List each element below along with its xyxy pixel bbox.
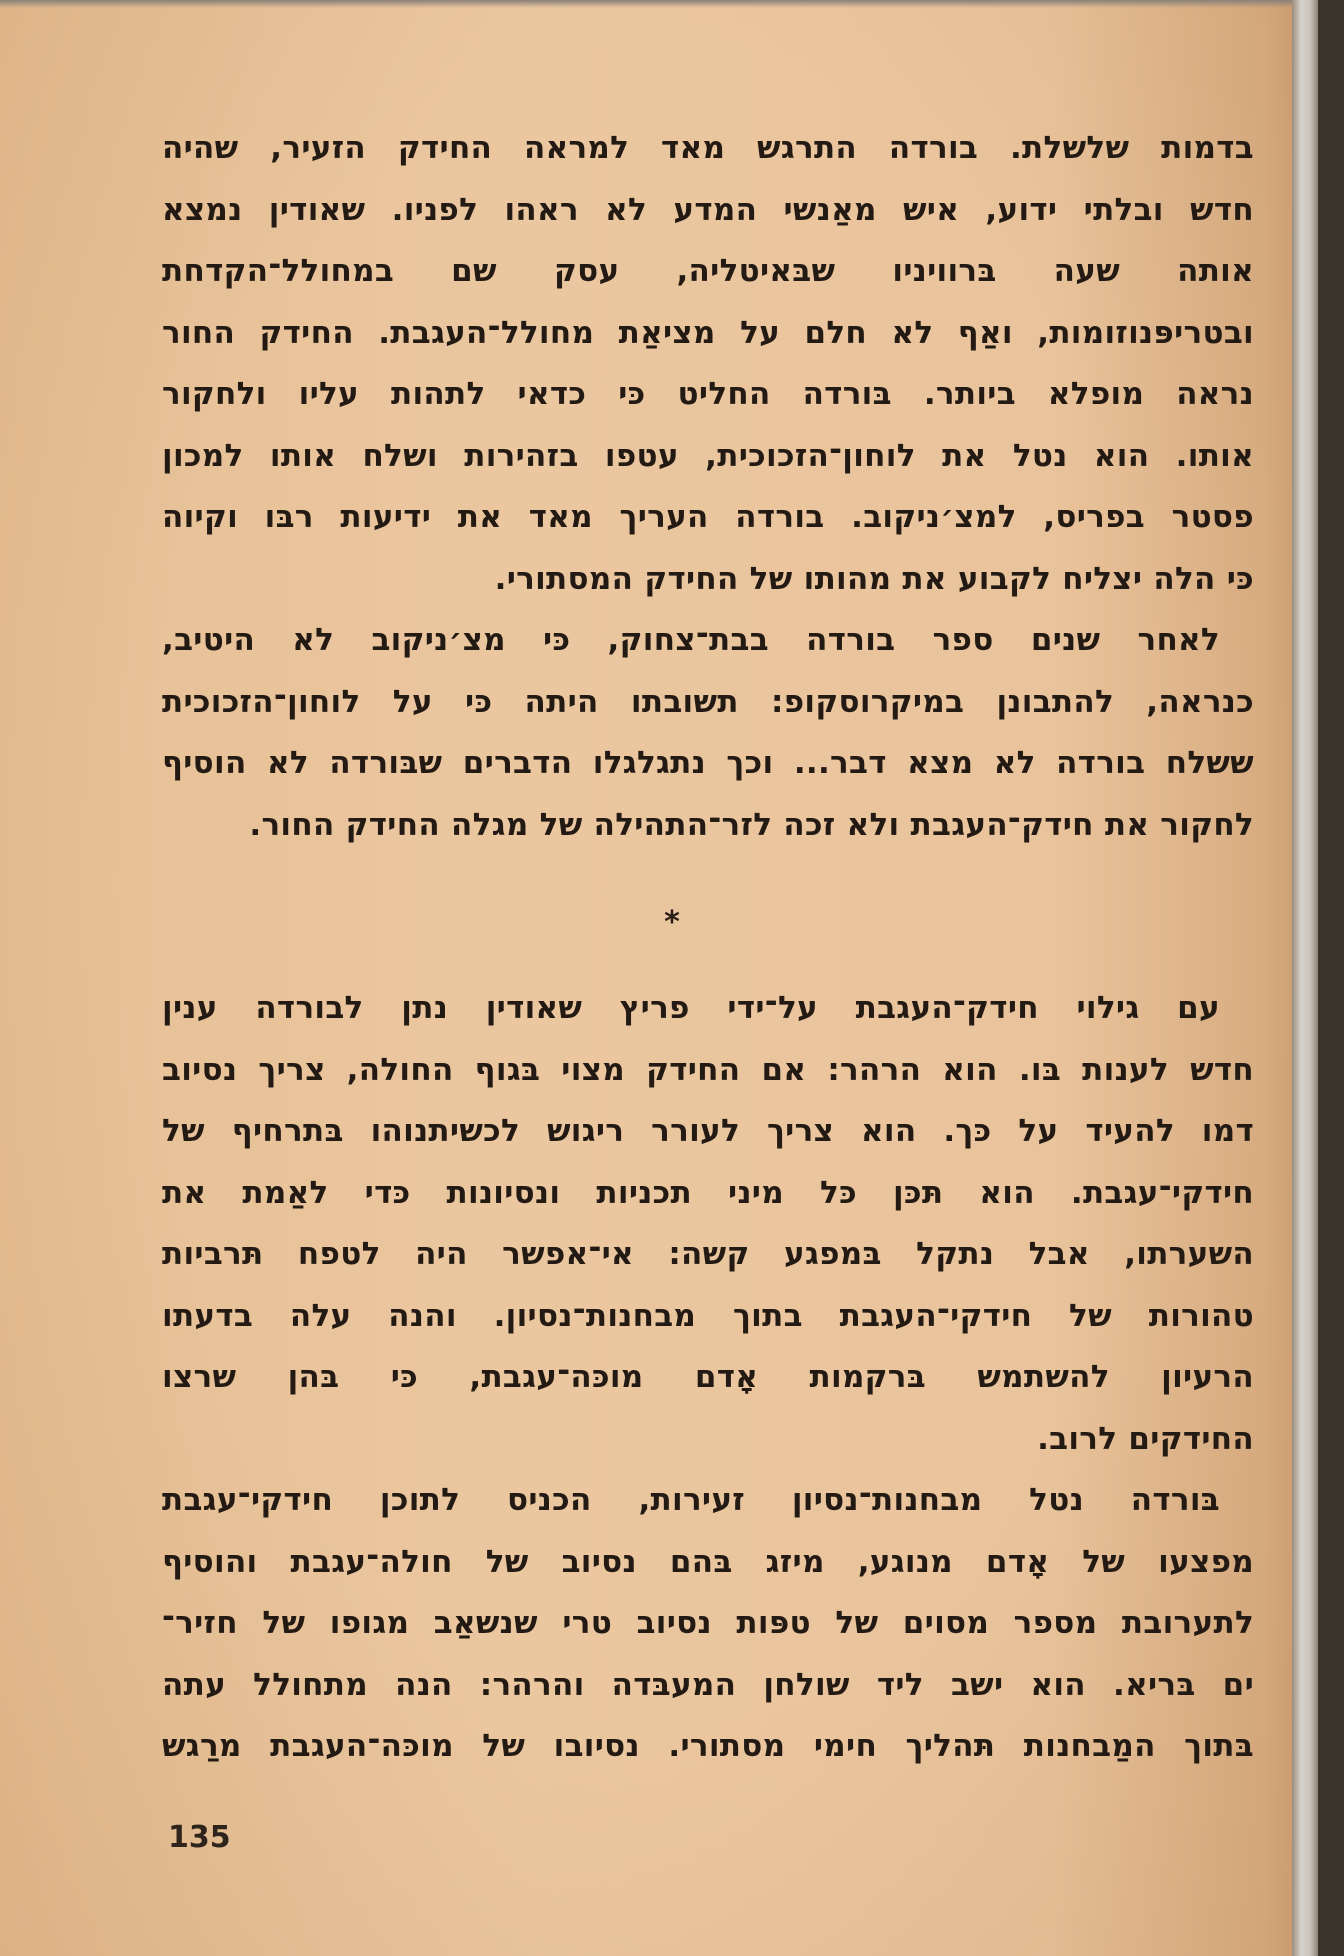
- text-line: לתערובת מספר מסוים של טפּות נסיוב טרי שנשאַב מגופו של חזיר־: [162, 1605, 1254, 1641]
- paragraph-4: [162, 1470, 1254, 1778]
- text-line: השערתו, אבל נתקל בּמפגע קשה: אי־אפשר היה לטפח תּרביות: [162, 1236, 1254, 1272]
- text-line: אותו. הוא נטל את לוחון־הזכוכית, עטפו בזהירות ושלח אותו למכון: [162, 437, 1254, 474]
- body-text: [162, 118, 1254, 1778]
- page-number: 135: [168, 1820, 231, 1855]
- text-line: בּורדה נטל מבחנות־נסיון זעירות, הכניס לתוכן חידקי־עגבת: [162, 1482, 1220, 1518]
- text-line: לאחר שנים ספר בורדה בבת־צחוק, כּי מצ׳ניקוב לא היטיב,: [162, 622, 1220, 658]
- text-line: ובטריפּנוזומות, ואַף לא חלם על מציאַת מחולל־העגבת. החידק החור: [162, 314, 1254, 351]
- text-line: חדש לענות בּו. הוא הרהר: אם החידק מצוי בּגוף החולה, צריך נסיוב: [162, 1051, 1254, 1088]
- text-line: מפצעו של אָדם מנוגע, מיזג בּהם נסיוב של חולה־עגבת והוסיף: [162, 1543, 1254, 1580]
- paragraph-2: [162, 610, 1254, 856]
- text-line: ששלח בורדה לא מצא דבר... וכך נתגלגלו הדברים שבּורדה לא הוסיף: [162, 745, 1254, 781]
- text-line: הרעיון להשתמש בּרקמות אָדם מוכּה־עגבת, כּי בּהן שרצו: [162, 1359, 1254, 1395]
- text-line: לחקור את חידק־העגבת ולא זכה לזר־התהילה של מגלה החידק החור.: [249, 806, 1254, 843]
- text-line: החידקים לרוב.: [1037, 1420, 1254, 1457]
- text-line: עם גילוי חידק־העגבת על־ידי פריץ שאודין נתן לבורדה ענין: [162, 990, 1220, 1026]
- page-top-edge: [0, 0, 1318, 8]
- paragraph-3: [162, 978, 1254, 1470]
- text-line: דמו להעיד על כּך. הוא צריך לעורר ריגוש לכשיתנוהו בּתרחיף של: [162, 1113, 1254, 1149]
- paragraph-1: [162, 118, 1254, 610]
- text-line: פסטר בפריס, למצ׳ניקוב. בורדה העריך מאד את ידיעות רבּו וקיוה: [162, 499, 1254, 535]
- section-separator: *: [664, 905, 680, 940]
- text-line: חדש ובלתי ידוע, איש מאַנשי המדע לא ראהו לפניו. שאודין נמצא: [162, 191, 1254, 228]
- text-line: חידקי־עגבת. הוא תּכּן כּל מיני תכניות ונסיונות כּדי לאַמת את: [162, 1174, 1254, 1211]
- text-line: כנראה, להתבונן במיקרוסקופ: תשובתו היתה כּי על לוחון־הזכוכית: [162, 683, 1254, 720]
- text-line: בדמות שלשלת. בורדה התרגש מאד למראה החידק הזעיר, שהיה: [162, 130, 1254, 166]
- text-line: נראה מופלא ביותר. בּורדה החליט כּי כדאי לתהות עליו ולחקור: [162, 376, 1254, 412]
- text-line: ים בּריא. הוא ישב ליד שולחן המעבּדה והרהר: הנה מתחולל עתה: [162, 1666, 1254, 1703]
- text-line: אותה שעה בּרוויניו שבּאיטליה, עסק שם במחולל־הקדחת: [162, 253, 1254, 289]
- text-line: טהורות של חידקי־העגבת בתוך מבחנות־נסיון. והנה עלה בדעתו: [162, 1297, 1254, 1334]
- text-line: כּי הלה יצליח לקבוע את מהותו של החידק המסתורי.: [494, 560, 1254, 597]
- text-line: בּתוך המַבחנות תּהליך חימי מסתורי. נסיובו של מוכּה־העגבת מרַגש: [162, 1728, 1254, 1764]
- page-right-edge: [1292, 0, 1318, 1956]
